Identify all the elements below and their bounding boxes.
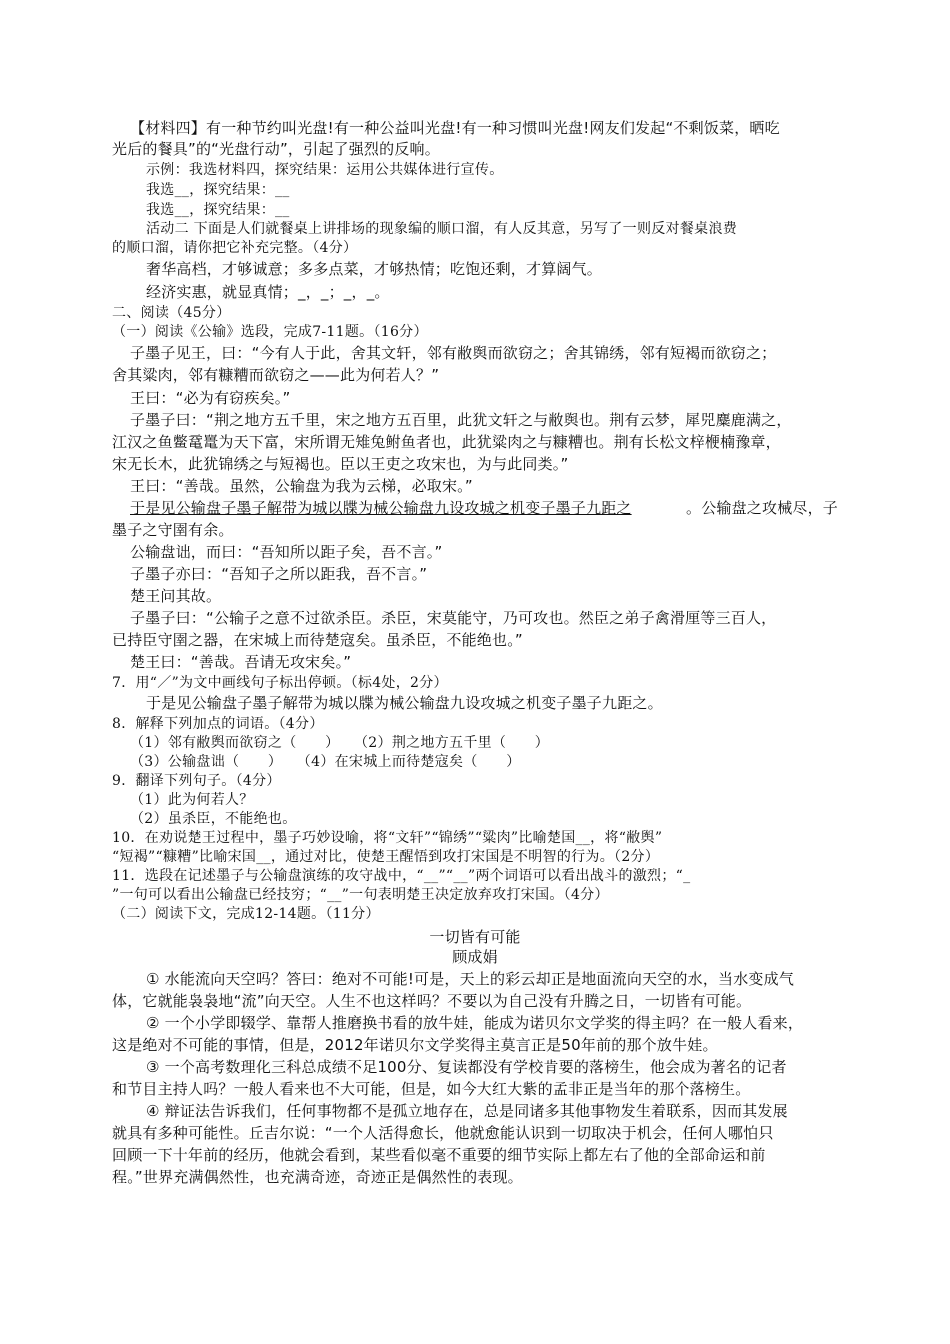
text-line: 舍其粱肉，邻有糠糟而欲窃之——此为何若人？” — [112, 366, 440, 384]
text-line: 子墨子见王，曰：“今有人于此，舍其文轩，邻有敝舆而欲窃之；舍其锦绣，邻有短褐而欲窃之； — [130, 344, 777, 362]
text-line: 的顺口溜，请你把它补充完整。（4分） — [112, 240, 358, 256]
text-line: 和节目主持人吗？一般人看来也不大可能，但是，如今大红大紫的孟非正是当年的那个落榜生。 — [112, 1080, 751, 1098]
text-line: 于是见公输盘子墨子解带为城以牒为械公输盘九设攻城之机变子墨子九距之 — [130, 499, 632, 517]
text-line: 王曰：“必为有窃疾矣。” — [130, 389, 291, 407]
text-line: 我选__，探究结果：__ — [146, 182, 290, 198]
text-line: 顾成娟 — [452, 948, 498, 966]
text-line: 王曰：“善哉。虽然，公输盘为我为云梯，必取宋。” — [130, 477, 473, 495]
text-line: 子墨子亦曰：“吾知子之所以距我，吾不言。” — [130, 565, 428, 583]
text-line: 7．用“／”为文中画线句子标出停顿。（标4处，2分） — [112, 675, 448, 691]
text-line: 光后的餐具”的“光盘行动”，引起了强烈的反响。 — [112, 140, 440, 158]
text-line: 墨子之守圉有余。 — [112, 521, 234, 539]
text-line: 二、阅读（45分） — [112, 305, 231, 321]
text-line: 这是绝对不可能的事情，但是，2012年诺贝尔文学奖得主莫言正是50年前的那个放牛娃。 — [112, 1036, 718, 1054]
text-line: （1）邻有敝舆而欲窃之（ ） （2）荆之地方五千里（ ） — [130, 735, 550, 751]
text-line: （一）阅读《公输》选段，完成7-11题。（16分） — [112, 324, 428, 340]
text-line: 示例：我选材料四，探究结果：运用公共媒体进行宣传。 — [146, 162, 504, 178]
text-line: 子墨子曰：“公输子之意不过欲杀臣。杀臣，宋莫能守，乃可攻也。然臣之弟子禽滑厘等三百人， — [130, 609, 777, 627]
text-line: ② 一个小学即辍学、靠帮人推磨换书看的放牛娃，能成为诺贝尔文学奖的得主吗？在一般人看来， — [146, 1014, 804, 1032]
text-line: 10．在劝说楚王过程中，墨子巧妙设喻，将“文轩”“锦绣”“粱肉”比喻楚国__，将“敝舆” — [112, 830, 663, 846]
text-line: ① 水能流向天空吗？答曰：绝对不可能!可是，天上的彩云却正是地面流向天空的水，当水变成气 — [146, 970, 795, 988]
text-line: 就具有多种可能性。丘吉尔说：“一个人活得愈长，他就愈能认识到一切取决于机会，任何人哪怕只 — [112, 1124, 774, 1142]
text-line: （3）公输盘诎（ ） （4）在宋城上而待楚寇矣（ ） — [130, 754, 521, 770]
text-line: 江汉之鱼鳖鼋鼍为天下富，宋所谓无雉兔鲋鱼者也，此犹粱肉之与糠糟也。荆有长松文梓楩楠豫章， — [112, 433, 781, 451]
text-line: “短褐”“糠糟”比喻宋国__，通过对比，使楚王醒悟到攻打宋国是不明智的行为。（2分） — [112, 849, 660, 865]
text-line: 楚王问其故。 — [130, 587, 222, 605]
text-line: 公输盘诎，而曰：“吾知所以距子矣，吾不言。” — [130, 543, 443, 561]
text-line: 。公输盘之攻械尽，子 — [686, 499, 839, 517]
text-line: 我选__，探究结果：__ — [146, 202, 290, 218]
text-line: 活动二 下面是人们就餐桌上讲排场的现象编的顺口溜，有人反其意，另写了一则反对餐桌浪费 — [146, 221, 738, 237]
text-line: 奢华高档，才够诚意；多多点菜，才够热情；吃饱还剩，才算阔气。 — [146, 260, 603, 278]
text-line: 【材料四】有一种节约叫光盘!有一种公益叫光盘!有一种习惯叫光盘!网友们发起“不剩饭菜，晒吃 — [130, 119, 780, 137]
text-line: 体，它就能袅袅地“流”向天空。人生不也这样吗？不要以为自己没有升腾之日，一切皆有可能。 — [112, 992, 752, 1010]
text-line: ③ 一个高考数理化三科总成绩不足100分、复读都没有学校肯要的落榜生，他会成为著名的记者 — [146, 1058, 787, 1076]
text-line: 9．翻译下列句子。（4分） — [112, 773, 281, 789]
text-line: （二）阅读下文，完成12-14题。（11分） — [112, 906, 380, 922]
text-line: （2）虽杀臣，不能绝也。 — [130, 811, 297, 827]
text-line: 程。”世界充满偶然性，也充满奇迹，奇迹正是偶然性的表现。 — [112, 1168, 523, 1186]
text-line: ”一句可以看出公输盘已经技穷；“__”一句表明楚王决定放弃攻打宋国。（4分） — [112, 887, 609, 903]
text-line: 11．选段在记述墨子与公输盘演练的攻守战中，“__”“__”两个词语可以看出战斗的激烈；“_ — [112, 868, 691, 884]
text-line: 回顾一下十年前的经历，他就会看到，某些看似毫不重要的细节实际上都左右了他的全部命运和前 — [112, 1146, 766, 1164]
text-line: 楚王曰：“善哉。吾请无攻宋矣。” — [130, 653, 352, 671]
text-line: 于是见公输盘子墨子解带为城以牒为械公输盘九设攻城之机变子墨子九距之。 — [146, 694, 663, 712]
text-line: ④ 辩证法告诉我们，任何事物都不是孤立地存在，总是同诸多其他事物发生着联系，因而其发展 — [146, 1102, 788, 1120]
text-line: 经济实惠，就显真情；_，_；_，_。 — [146, 283, 390, 301]
text-line: 已持臣守圉之器，在宋城上而待楚寇矣。虽杀臣，不能绝也。” — [112, 631, 523, 649]
text-line: 子墨子曰：“荆之地方五千里，宋之地方五百里，此犹文轩之与敝舆也。荆有云梦，犀兕麋鹿满之， — [130, 411, 792, 429]
text-line: 一切皆有可能 — [429, 928, 521, 946]
text-line: 8．解释下列加点的词语。（4分） — [112, 716, 324, 732]
text-line: 宋无长木，此犹锦绣之与短褐也。臣以王吏之攻宋也，为与此同类。” — [112, 455, 569, 473]
text-line: （1）此为何若人？ — [130, 792, 254, 808]
